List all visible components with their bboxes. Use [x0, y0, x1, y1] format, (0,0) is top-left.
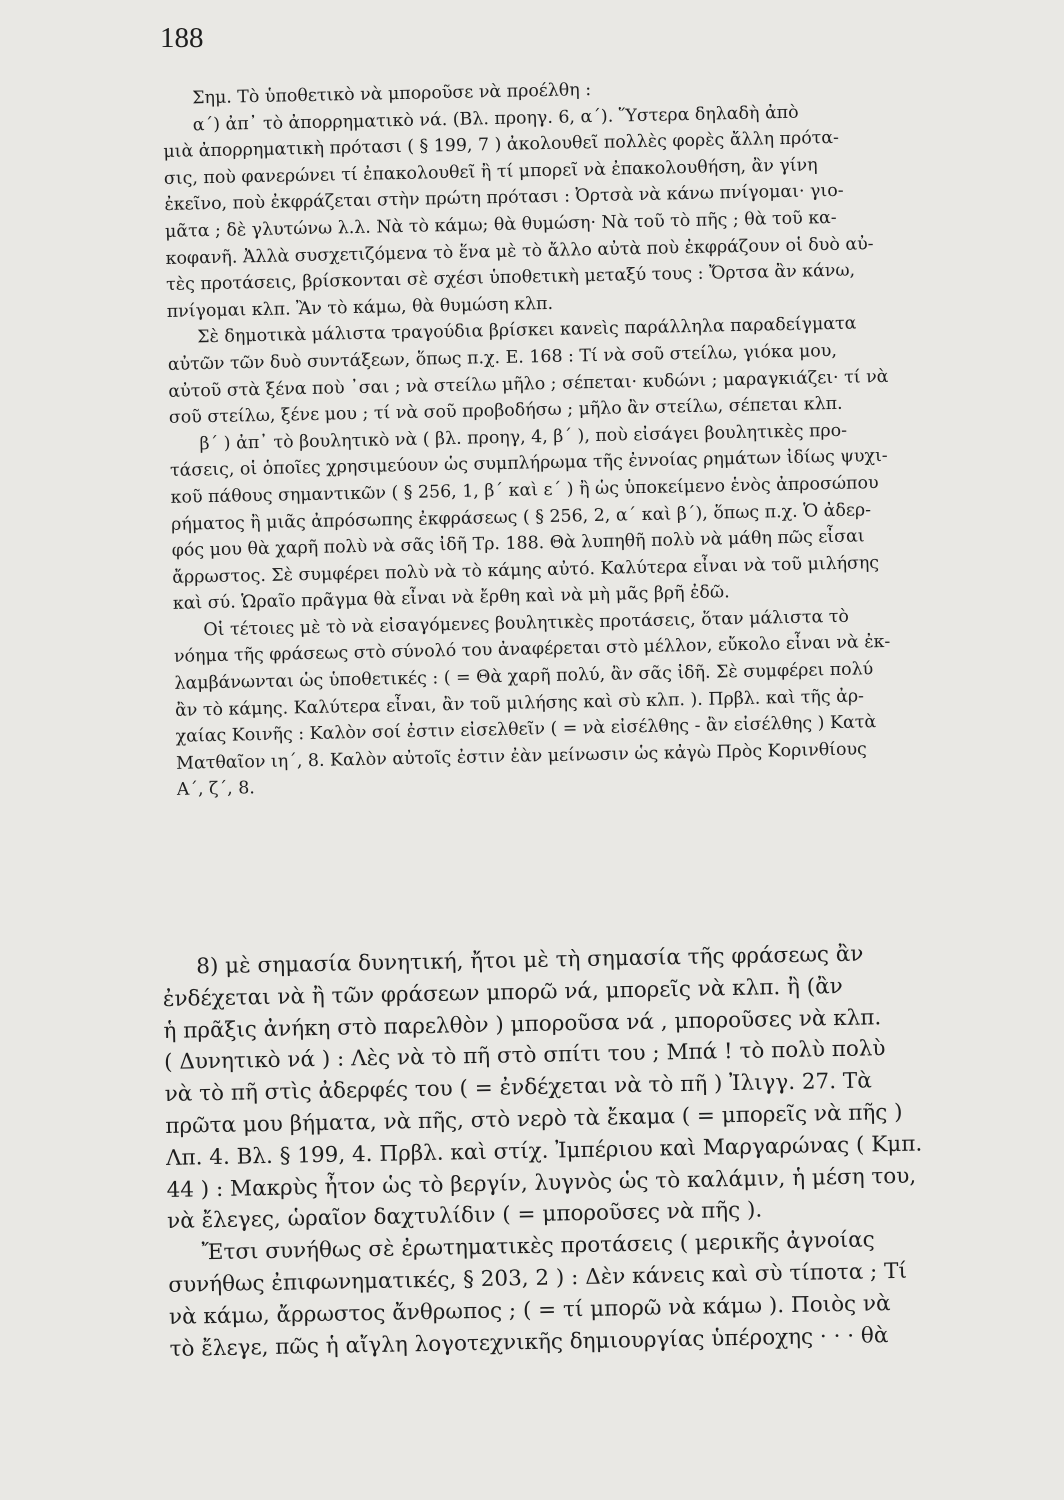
text-line: κοφανῆ. Ἀλλὰ συσχετιζόμενα τὸ ἕνα μὲ τὸ ἄλλο αὐτὰ ποὺ ἐκφράζουν οἱ δυὸ αὐ- — [165, 233, 874, 269]
text-line: αὐτῶν τῶν δυὸ συντάξεων, ὅπως π.χ. Ε. 168 : Τί νὰ σοῦ στείλω, γιόκα μου, — [167, 340, 838, 375]
text-line: ἐκεῖνο, ποὺ ἐκφράζεται στὴν πρώτη πρότασι : Ὀρτσὰ νὰ κάνω πνίγομαι· γιο- — [164, 181, 844, 216]
text-line: Λπ. 4. Βλ. § 199, 4. Πρβλ. καὶ στίχ. Ἰμπέριου καὶ Μαργαρώνας ( Κμπ. — [165, 1131, 923, 1171]
text-line: τὸ ἔλεγε, πῶς ἡ αἴγλη λογοτεχνικῆς δημιουργίας ὑπέροχης · · · θὰ — [169, 1322, 889, 1362]
text-line: μᾶτα ; δὲ γλυτώνω λ.λ. Νὰ τὸ κάμω; θὰ θυμώση· Νὰ τοῦ τὸ πῆς ; θὰ τοῦ κα- — [164, 207, 837, 242]
page-number: 188 — [160, 22, 204, 54]
text-line: τὲς προτάσεις, βρίσκονται σὲ σχέσι ὑποθετικὴ μεταξύ τους : Ὄρτσα ἂν κάνω, — [165, 260, 856, 296]
text-line: λαμβάνωνται ὡς ὑποθετικές : ( = Θὰ χαρῆ πολύ, ἂν σᾶς ἰδῆ. Σὲ συμφέρει πολύ — [174, 659, 874, 694]
text-line: ἂν τὸ κάμης. Καλύτερα εἶναι, ἂν τοῦ μιλήσης καὶ σὺ κλπ. ). Πρβλ. καὶ τῆς ἀρ- — [174, 686, 865, 721]
text-line: νὰ τὸ πῆ στὶς ἀδερφές του ( = ἐνδέχεται νὰ τὸ πῆ ) Ἰλιγγ. 27. Τὰ — [164, 1068, 873, 1108]
text-line: πνίγομαι κλπ. Ἂν τὸ κάμω, θὰ θυμώση κλπ. — [166, 293, 554, 322]
text-line: β΄ ) ἀπ᾽ τὸ βουλητικὸ νὰ ( βλ. προηγ, 4, β΄ ), ποὺ εἰσάγει βουλητικὲς προ- — [199, 420, 848, 455]
text-line: χαίας Κοινῆς : Καλὸν σοί ἐστιν εἰσελθεῖν ( = νὰ εἰσέλθης - ἂν εἰσέλθης ) Κατὰ — [175, 712, 877, 748]
text-line: νὰ κάμω, ἄρρωστος ἄνθρωπος ; ( = τί μπορῶ νὰ κάμω ). Ποιὸς νὰ — [168, 1290, 891, 1330]
text-line: 44 ) : Μακρὺς ἦτον ὡς τὸ βεργίν, λυγνὸς ὡς τὸ καλάμιν, ἡ μέση του, — [166, 1163, 917, 1203]
text-line: ρήματος ἢ μιᾶς ἀπρόσωπης ἐκφράσεως ( § 256, 2, α΄ καὶ β΄), ὅπως π.χ. Ὁ ἀδερ- — [170, 499, 872, 535]
text-line: τάσεις, οἱ ὁποῖες χρησιμεύουν ὡς συμπλήρωμα τῆς ἐννοίας ρημάτων ἰδίως ψυχι- — [169, 446, 888, 482]
text-line: Α΄, ζ΄, 8. — [176, 778, 256, 801]
text-line: Οἱ τέτοιες μὲ τὸ νὰ εἰσαγόμενες βουλητικὲς προτάσεις, ὅταν μάλιστα τὸ — [203, 606, 850, 641]
text-line: ἐνδέχεται νὰ ἢ τῶν φράσεων μπορῶ νά, μπορεῖς νὰ κλπ. ἢ (ἂν — [162, 973, 843, 1012]
section-eight — [162, 935, 1050, 1365]
text-line: καὶ σύ. Ὡραῖο πρᾶγμα θὰ εἶναι νὰ ἔρθη καὶ νὰ μὴ μᾶς βρῆ ἐδῶ. — [172, 582, 730, 615]
text-line: Ματθαῖον ιη΄, 8. Καλὸν αὐτοῖς ἐστιν ἐὰν μείνωσιν ὡς κἀγὼ Πρὸς Κορινθίους — [175, 739, 867, 774]
text-line: 8) μὲ σημασία δυνητική, ἤτοι μὲ τὴ σημασία τῆς φράσεως ἂν — [196, 941, 864, 980]
text-line: α΄) ἀπ᾽ τὸ ἀπορρηματικὸ νά. (Βλ. προηγ. 6, α΄). Ὕστερα δηλαδὴ ἀπὸ — [192, 102, 799, 135]
text-line: Σημ. Τὸ ὑποθετικὸ νὰ μποροῦσε νὰ προέλθη : — [192, 80, 592, 109]
text-line: αὐτοῦ στὰ ξένα ποὺ ᾽σαι ; νὰ στείλω μῆλο ; σέπεται· κυδώνι ; μαραγκιάζει· τί νὰ — [168, 366, 889, 402]
text-line: σις, ποὺ φανερώνει τί ἐπακολουθεῖ ἢ τί μπορεῖ νὰ ἐπακολουθήση, ἂν γίνη — [163, 155, 818, 189]
text-line: φός μου θὰ χαρῆ πολὺ νὰ σᾶς ἰδῆ Τρ. 188. Θὰ λυπηθῆ πολὺ νὰ μάθη πῶς εἶσαι — [171, 526, 865, 561]
text-line: νὰ ἔλεγες, ὡραῖον δαχτυλίδιν ( = μποροῦσες νὰ πῆς ). — [166, 1197, 763, 1235]
text-line: Σὲ δημοτικὰ μάλιστα τραγούδια βρίσκει κανεὶς παράλληλα παραδείγματα — [197, 313, 857, 348]
text-line: συνήθως ἐπιφωνηματικές, § 203, 2 ) : Δὲν κάνεις καὶ σὺ τίποτα ; Τί — [168, 1258, 908, 1298]
note-section — [162, 68, 1057, 804]
text-line: μιὰ ἀπορρηματικὴ πρότασι ( § 199, 7 ) ἀκολουθεῖ πολλὲς φορὲς ἄλλη πρότα- — [163, 128, 840, 163]
text-line: κοῦ πάθους σημαντικῶν ( § 256, 1, β΄ καὶ ε΄ ) ἢ ὡς ὑποκείμενο ἑνὸς ἀπροσώπου — [170, 472, 879, 508]
text-line: ( Δυνητικὸ νά ) : Λὲς νὰ τὸ πῆ στὸ σπίτι του ; Μπά ! τὸ πολὺ πολὺ — [163, 1036, 886, 1076]
text-line: ἄρρωστος. Σὲ συμφέρει πολὺ νὰ τὸ κάμης αὐτό. Καλύτερα εἶναι νὰ τοῦ μιλήσης — [172, 552, 880, 588]
text-line: Ἔτσι συνήθως σὲ ἐρωτηματικὲς προτάσεις ( μερικῆς ἀγνοίας — [201, 1227, 875, 1266]
text-line: πρῶτα μου βήματα, νὰ πῆς, στὸ νερὸ τὰ ἔκαμα ( = μπορεῖς νὰ πῆς ) — [165, 1099, 903, 1139]
text-line: νόημα τῆς φράσεως στὸ σύνολό του ἀναφέρεται στὸ μέλλον, εὔκολο εἶναι νὰ ἐκ- — [173, 632, 891, 668]
text-line: σοῦ στείλω, ξένε μου ; τί νὰ σοῦ προβοδήσω ; μῆλο ἂν στείλω, σέπεται κλπ. — [168, 393, 843, 429]
text-line: ἡ πρᾶξις ἀνήκη στὸ παρελθὸν ) μποροῦσα νά , μποροῦσες νὰ κλπ. — [163, 1004, 882, 1044]
